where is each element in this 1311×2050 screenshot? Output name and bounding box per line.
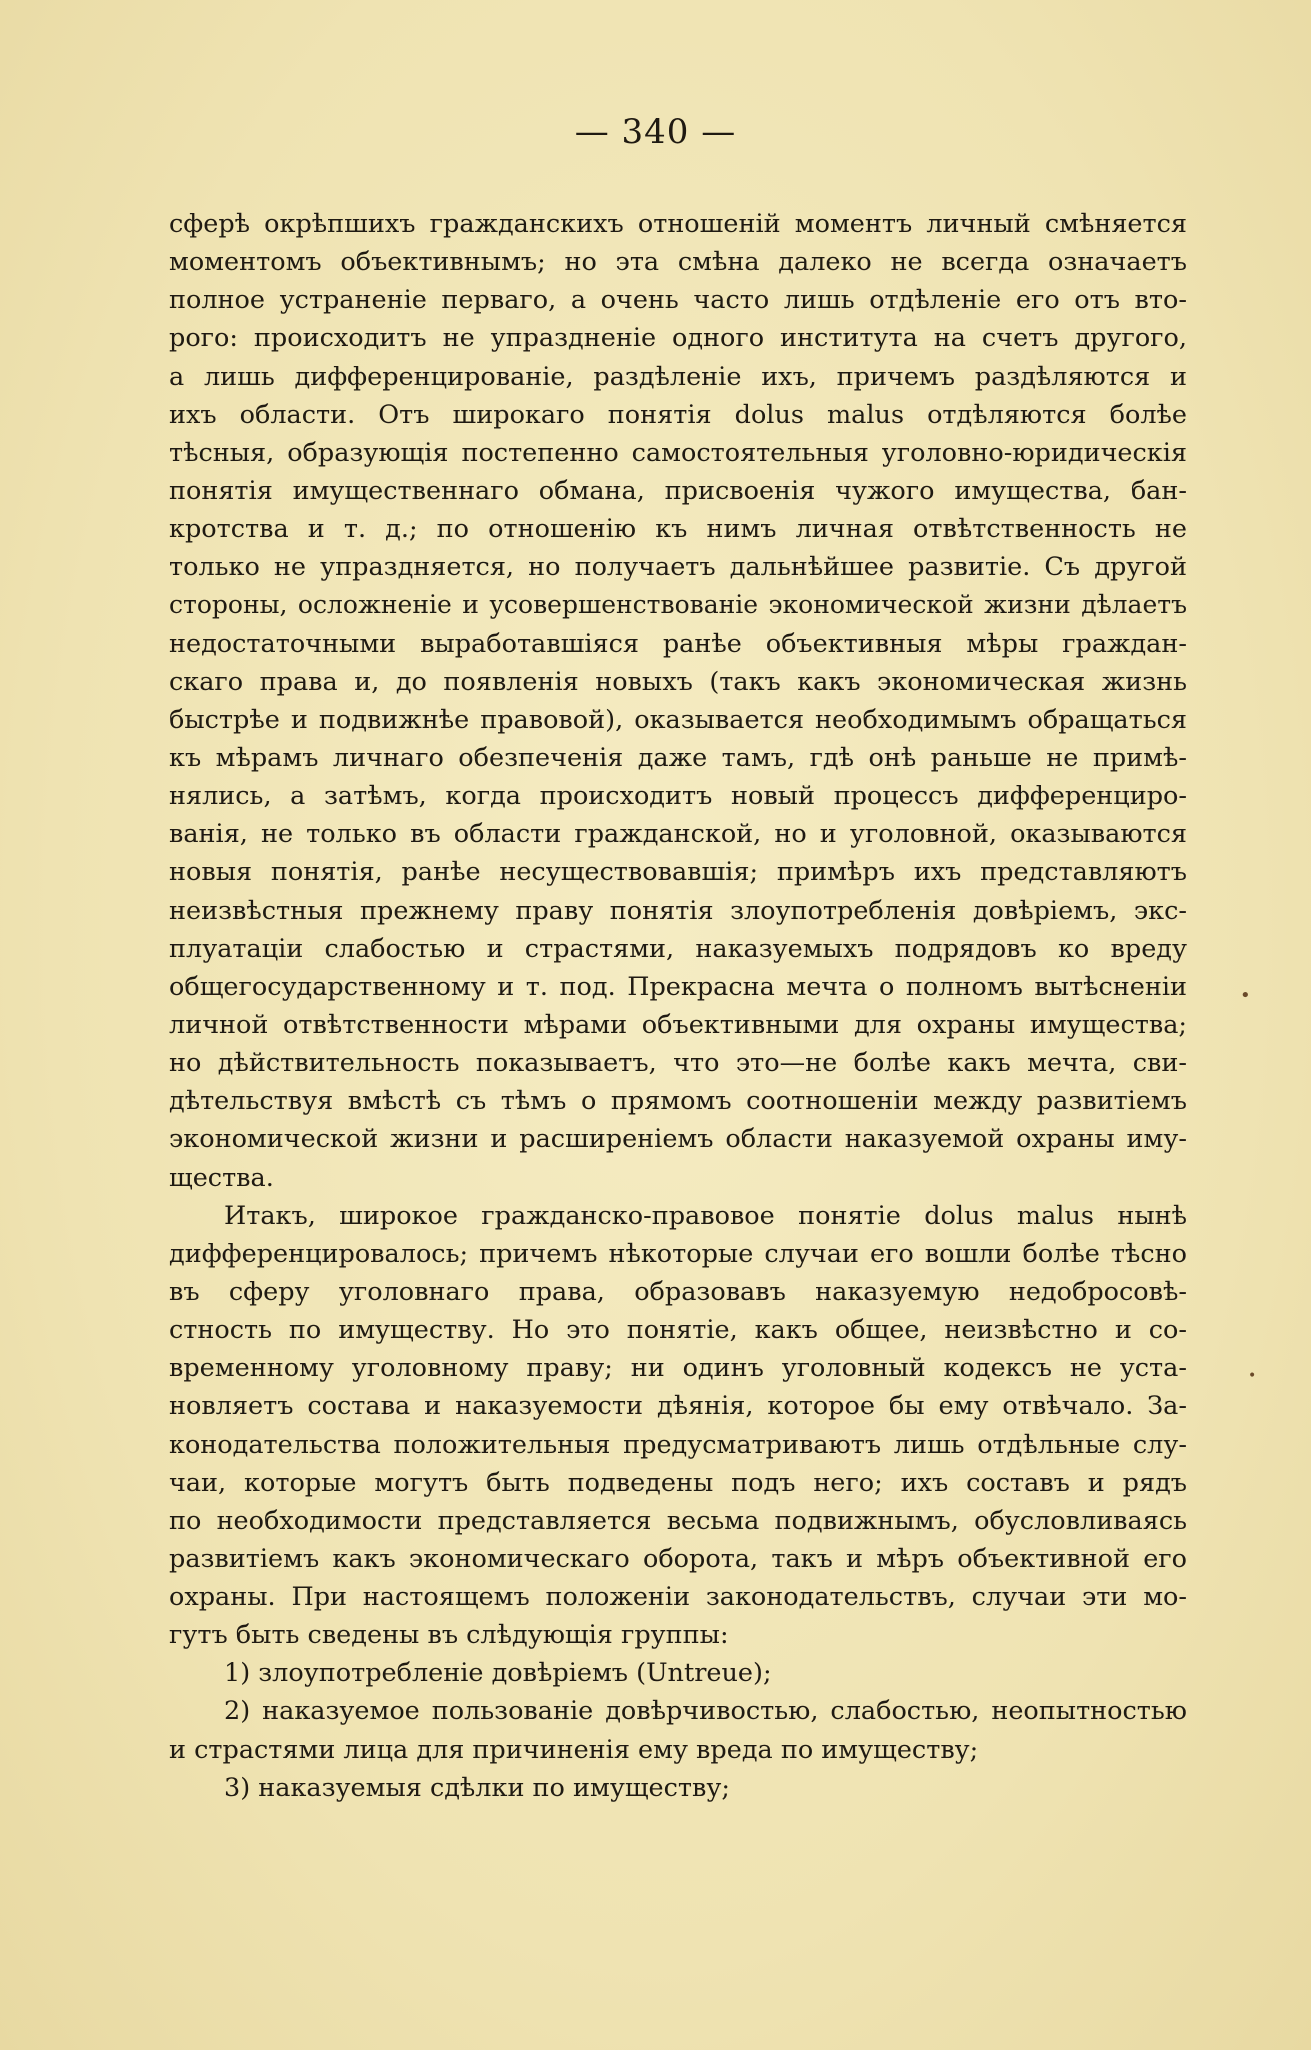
text-line: но дѣйствительность показываетъ, что это—не болѣе какъ мечта, сви- [169,1048,1187,1079]
text-line: новляетъ состава и наказуемости дѣянія, которое бы ему отвѣчало. За- [169,1391,1187,1422]
text-line: къ мѣрамъ личнаго обезпеченія даже тамъ, гдѣ онѣ раньше не примѣ- [169,742,1187,773]
text-line: дѣтельствуя вмѣстѣ съ тѣмъ о прямомъ соотношеніи между развитіемъ [169,1086,1187,1117]
text-line: 3) наказуемыя сдѣлки по имуществу; [224,1772,730,1803]
text-line: стороны, осложненіе и усовершенствованіе экономической жизни дѣлаетъ [169,590,1187,620]
text-line: развитіемъ какъ экономическаго оборота, такъ и мѣръ объективной его [169,1543,1187,1574]
text-line: понятія имущественнаго обмана, присвоенія чужого имущества, бан- [169,475,1187,506]
text-line: сферѣ окрѣпшихъ гражданскихъ отношеній моментъ личный смѣняется [169,209,1187,239]
text-line: а лишь дифференцированіе, раздѣленіе ихъ, причемъ раздѣляются и [169,361,1187,392]
page-number: — 340 — [574,112,737,152]
text-line: общегосударственному и т. под. Прекрасна мечта о полномъ вытѣсненіи [169,971,1187,1002]
text-line: Итакъ, широкое гражданско-правовое понятіе dolus malus нынѣ [224,1200,1187,1231]
text-line: 1) злоупотребленіе довѣріемъ (Untreue); [224,1658,772,1689]
text-line: ванія, не только въ области гражданской, но и уголовной, оказываются [169,819,1187,850]
text-line: недостаточными выработавшіяся ранѣе объективныя мѣры граждан- [169,628,1187,659]
text-line: стность по имуществу. Но это понятіе, какъ общее, неизвѣстно и со- [169,1315,1187,1346]
text-line: конодательства положительныя предусматриваютъ лишь отдѣльные слу- [169,1429,1187,1460]
text-line: экономической жизни и расширеніемъ области наказуемой охраны иму- [169,1124,1187,1155]
text-line: моментомъ объективнымъ; но эта смѣна далеко не всегда означаетъ [169,247,1187,278]
text-line: гутъ быть сведены въ слѣдующія группы: [169,1620,729,1651]
text-line: 2) наказуемое пользованіе довѣрчивостью, слабостью, неопытностью [224,1696,1187,1727]
text-line: и страстями лица для причиненія ему вреда по имуществу; [169,1734,979,1765]
text-line: нялись, а затѣмъ, когда происходитъ новый процессъ дифференциро- [169,781,1187,812]
text-line: неизвѣстныя прежнему праву понятія злоупотребленія довѣріемъ, экс- [169,895,1187,926]
text-line: новыя понятія, ранѣе несуществовавшія; примѣръ ихъ представляютъ [169,857,1187,888]
text-line: въ сферу уголовнаго права, образовавъ наказуемую недобросовѣ- [169,1276,1187,1307]
text-line: временному уголовному праву; ни одинъ уголовный кодексъ не уста- [169,1353,1187,1384]
text-line: ихъ области. Отъ широкаго понятія dolus malus отдѣляются болѣе [169,399,1187,430]
text-line: дифференцировалось; причемъ нѣкоторые случаи его вошли болѣе тѣсно [169,1238,1187,1269]
body-text [169,205,1187,1807]
text-line: чаи, которые могутъ быть подведены подъ него; ихъ составъ и рядъ [169,1467,1187,1498]
text-line: охраны. При настоящемъ положеніи законодательствъ, случаи эти мо- [169,1582,1187,1613]
text-line: полное устраненіе перваго, а очень часто лишь отдѣленіе его отъ вто- [169,285,1187,316]
margin-mark: • [1240,985,1251,1006]
text-line: рого: происходитъ не упраздненіе одного института на счетъ другого, [169,323,1187,354]
margin-mark: • [1248,1368,1257,1384]
text-line: быстрѣе и подвижнѣе правовой), оказывается необходимымъ обращаться [169,704,1187,735]
text-line: кротства и т. д.; по отношенію къ нимъ личная отвѣтственность не [169,514,1187,545]
text-line: тѣсныя, образующія постепенно самостоятельныя уголовно-юридическія [169,437,1187,468]
text-line: по необходимости представляется весьма подвижнымъ, обусловливаясь [169,1505,1187,1536]
text-line: только не упраздняется, но получаетъ дальнѣйшее развитіе. Съ другой [169,552,1187,583]
text-line: плуатаціи слабостью и страстями, наказуемыхъ подрядовъ ко вреду [169,933,1187,964]
text-line: щества. [169,1162,274,1193]
text-line: скаго права и, до появленія новыхъ (такъ какъ экономическая жизнь [169,666,1187,697]
text-line: личной отвѣтственности мѣрами объективными для охраны имущества; [169,1009,1187,1040]
